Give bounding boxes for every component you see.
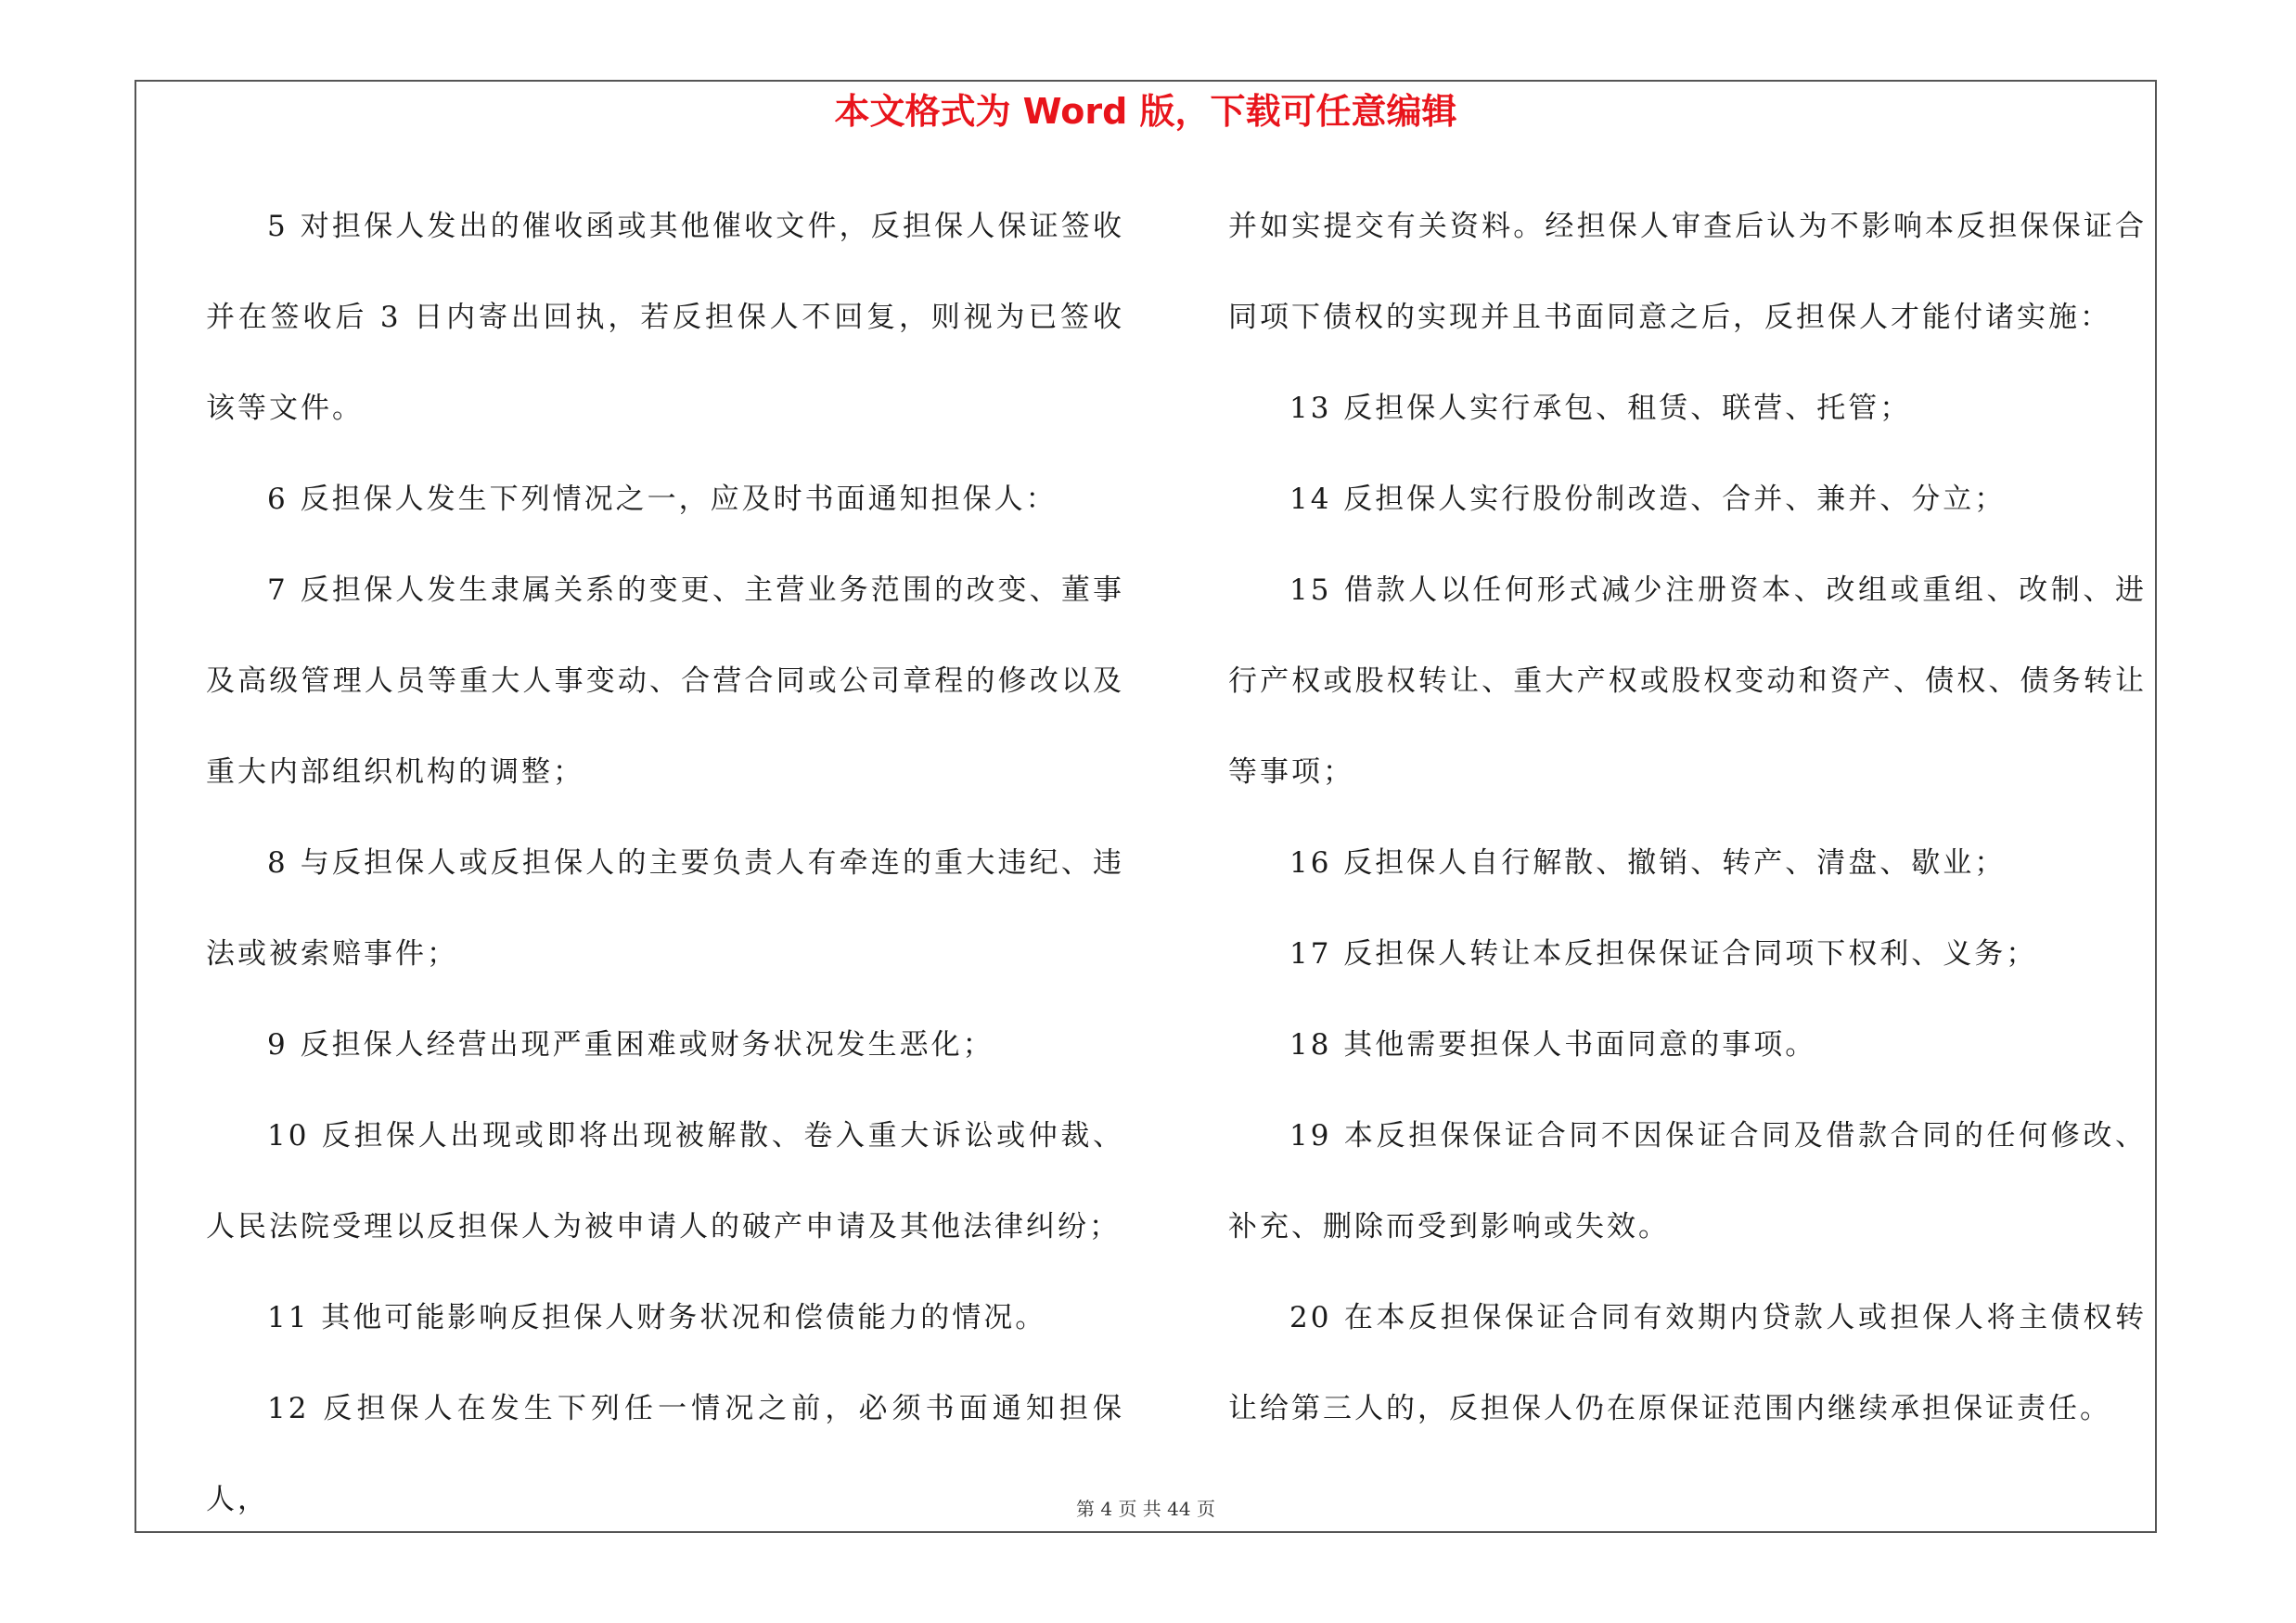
footer-prefix: 第 — [1076, 1498, 1095, 1520]
footer-suffix: 页 — [1196, 1498, 1215, 1520]
paragraph: 9 反担保人经营出现严重困难或财务状况发生恶化； — [267, 1028, 994, 1062]
total-page-count: 44 — [1167, 1498, 1191, 1520]
paragraph: 20 在本反担保保证合同有效期内贷款人或担保人将主债权转让给第三人的，反担保人仍在原保证范围内继续承担保证责任。 — [1228, 1301, 2147, 1425]
footer-middle: 页 共 — [1118, 1498, 1161, 1520]
paragraph: 13 反担保人实行承包、租赁、联营、托管； — [1289, 392, 1912, 425]
paragraph: 15 借款人以任何形式减少注册资本、改组或重组、改制、进行产权或股权转让、重大产权或股权变动和资产、债权、债务转让等事项； — [1228, 573, 2147, 789]
current-page-number: 4 — [1100, 1498, 1113, 1520]
left-column — [206, 181, 1124, 1545]
paragraph: 16 反担保人自行解散、撤销、转产、清盘、歇业； — [1289, 846, 2007, 880]
paragraph: 17 反担保人转让本反担保保证合同项下权利、义务； — [1289, 937, 2038, 971]
paragraph: 7 反担保人发生隶属关系的变更、主营业务范围的改变、董事及高级管理人员等重大人事变动、合营合同或公司章程的修改以及重大内部组织机构的调整； — [206, 573, 1124, 789]
paragraph: 10 反担保人出现或即将出现被解散、卷入重大诉讼或仲裁、人民法院受理以反担保人为被申请人的破产申请及其他法律纠纷； — [206, 1119, 1124, 1243]
paragraph: 19 本反担保保证合同不因保证合同及借款合同的任何修改、补充、删除而受到影响或失效。 — [1228, 1119, 2147, 1243]
paragraph: 并如实提交有关资料。经担保人审查后认为不影响本反担保保证合同项下债权的实现并且书面同意之后，反担保人才能付诸实施： — [1228, 210, 2147, 334]
paragraph: 11 其他可能影响反担保人财务状况和偿债能力的情况。 — [267, 1301, 1047, 1334]
right-column — [1228, 181, 2147, 1454]
editable-word-banner: 本文格式为 Word 版，下载可任意编辑 — [834, 91, 1457, 132]
page-number-footer — [135, 1490, 2157, 1527]
paragraph: 14 反担保人实行股份制改造、合并、兼并、分立； — [1289, 483, 2007, 516]
paragraph: 6 反担保人发生下列情况之一，应及时书面通知担保人： — [267, 483, 1058, 516]
paragraph: 8 与反担保人或反担保人的主要负责人有牵连的重大违纪、违法或被索赔事件； — [206, 846, 1124, 971]
paragraph: 5 对担保人发出的催收函或其他催收文件，反担保人保证签收并在签收后 3 日内寄出回执，若反担保人不回复，则视为已签收该等文件。 — [206, 210, 1124, 425]
paragraph: 18 其他需要担保人书面同意的事项。 — [1289, 1028, 1817, 1062]
paragraph: 12 反担保人在发生下列任一情况之前，必须书面通知担保人， — [206, 1392, 1124, 1516]
